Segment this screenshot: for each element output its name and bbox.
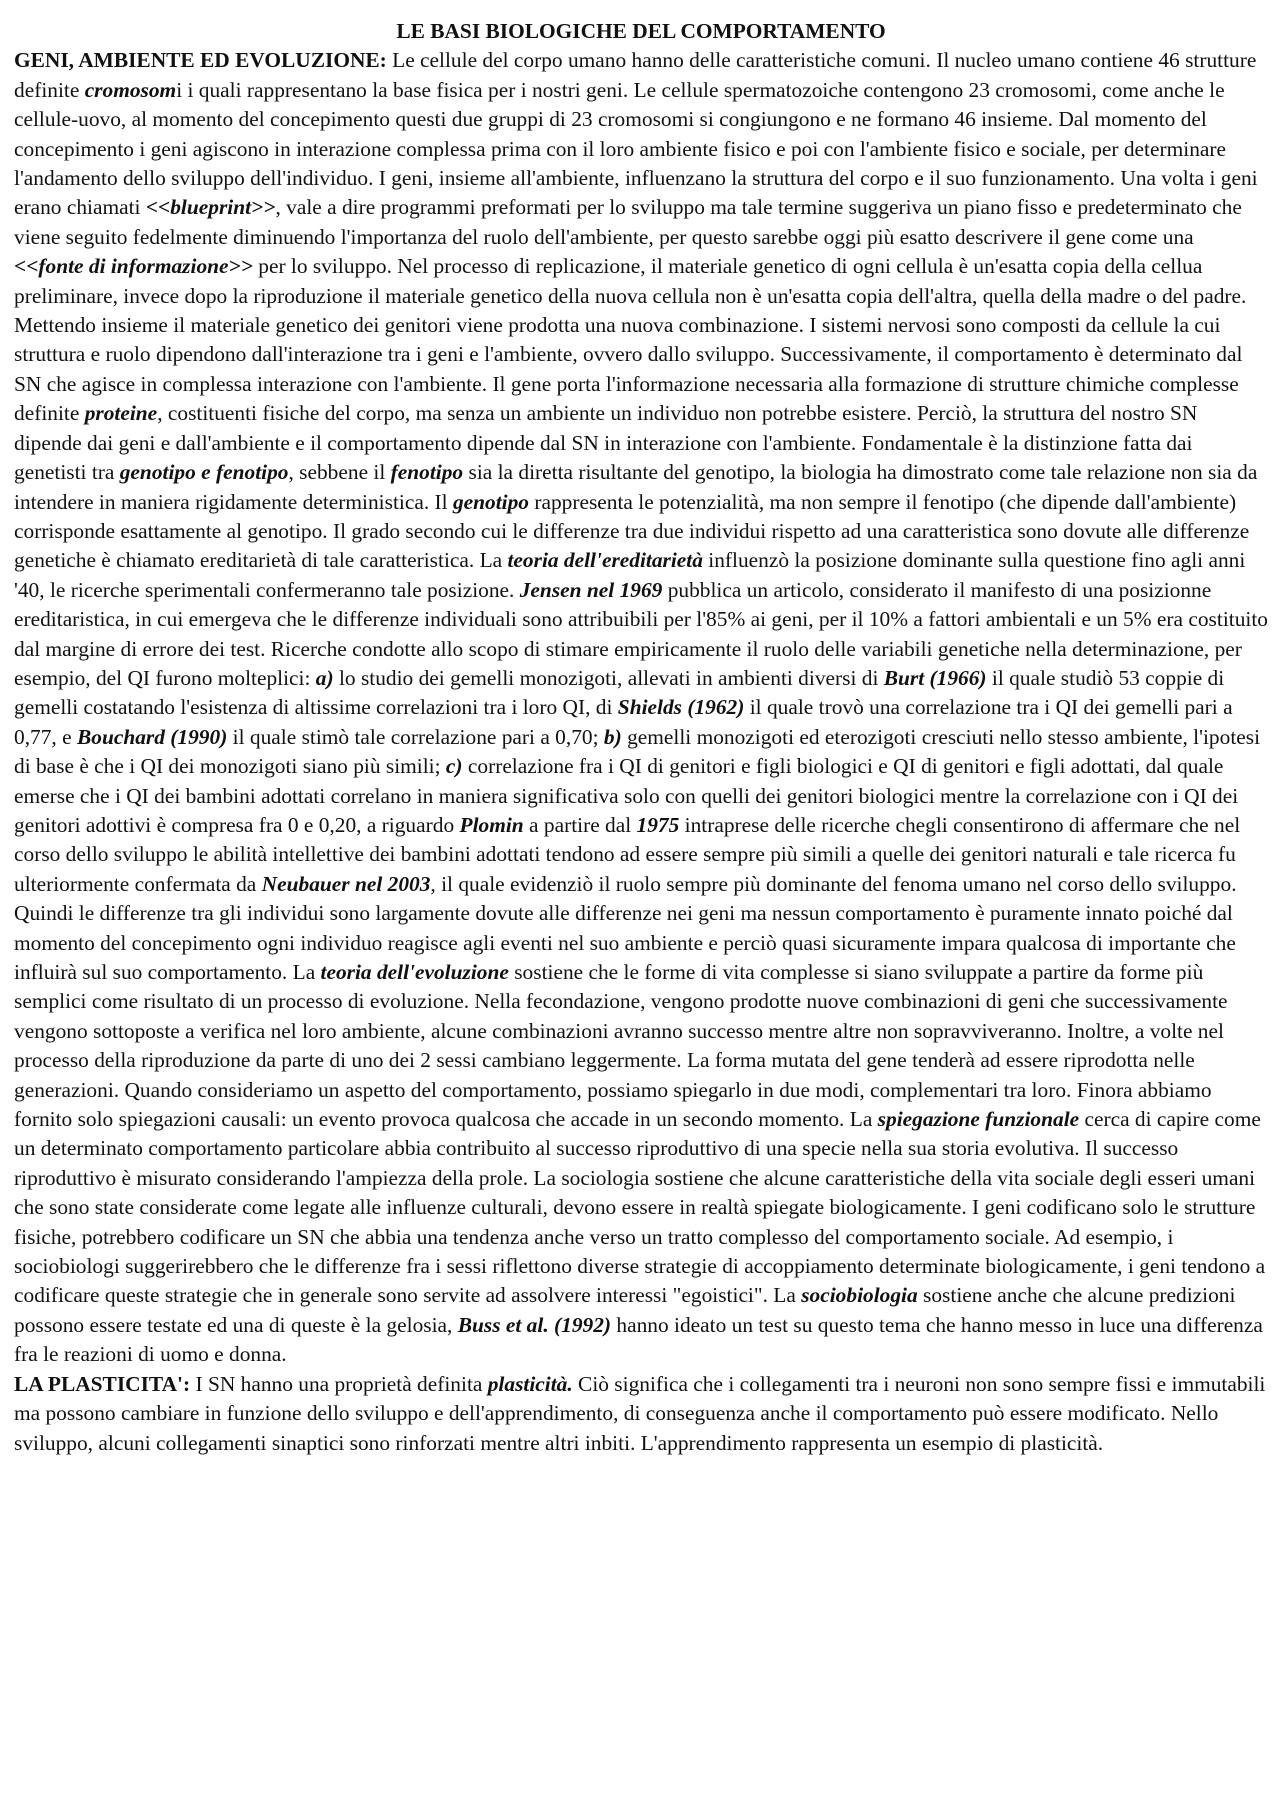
key-term: <<fonte di informazione>>	[14, 254, 253, 279]
body-text: Le cellule del corpo umano hanno delle caratteristiche comuni. Il nucleo umano contiene 46 strutture definite	[14, 48, 1257, 102]
key-term: fenotipo	[390, 460, 464, 485]
body-text: intraprese delle ricerche chegli consentirono di affermare che nel corso dello sviluppo le abilità intellettive dei bambini adottati tendono ad essere sempre più simili a quelle dei genitori naturali e tale ricerca fu ulteriormente confermata da	[14, 812, 1241, 896]
key-term: 1975	[636, 812, 680, 837]
body-text: per lo sviluppo. Nel processo di replicazione, il materiale genetico di ogni cellula è un'esatta copia della cellua preliminare, invece dopo la riproduzione il materiale genetico della nuova cellula non è un'esatta copia dell'altra, quella della madre o del padre. Mettendo insieme il materiale genetico dei genitori viene prodotta una nuova combinazione. I sistemi nervosi sono composti da cellule la cui struttura e ruolo dipendono dall'interazione tra i geni e l'ambiente, ovvero dallo sviluppo. Successivamente, il comportamento è determinato dal SN che agisce in complessa interazione con l'ambiente. Il gene porta l'informazione necessaria alla formazione di strutture chimiche complesse definite	[14, 254, 1247, 426]
body-text: hanno ideato un test su questo tema che hanno messo in luce una differenza fra le reazioni di uomo e donna.	[14, 1312, 1263, 1367]
key-term: Neubauer nel 2003	[261, 871, 431, 896]
key-term: Plomin	[459, 812, 524, 837]
key-term: c)	[445, 754, 463, 779]
key-term: genotipo e fenotipo	[119, 460, 289, 485]
body-text: correlazione fra i QI di genitori e figli biologici e QI di genitori e figli adottati, dal quale emerse che i QI dei bambini adottati correlano in maniera significativa solo con quelli dei genitori biologici mentre la correlazione con i QI dei genitori adottivi è compresa fra 0 e 0,20, a riguardo	[14, 754, 1239, 837]
body-text: gemelli monozigoti ed eterozigoti cresciuti nello stesso ambiente, l'ipotesi di base è che i QI dei monozigoti siano più simili;	[14, 724, 1261, 779]
key-term: teoria dell'ereditarietà	[507, 548, 703, 573]
body-text: il quale studiò 53 coppie di gemelli costatando l'esistenza di altissime correlazioni tra i loro QI, di	[14, 665, 1225, 720]
body-text: pubblica un articolo, considerato il manifesto di una posizionne ereditaristica, in cui emergeva che le differenze individuali sono attribuibili per l'85% ai geni, per il 10% a fattori ambientali e un 5% era costituito dal margine di errore dei test. Ricerche condotte allo scopo di stimare empiricamente il ruolo delle variabili genetiche nella determinazione, per esempio, del QI furono molteplici:	[14, 577, 1268, 690]
body-text: I SN hanno una proprietà definita	[190, 1371, 488, 1396]
key-term: cromosom	[84, 77, 177, 102]
body-text: rappresenta le potenzialità, ma non sempre il fenotipo (che dipende dall'ambiente) corrisponde esattamente al genotipo. Il grado secondo cui le differenze tra due individui rispetto ad una caratteristica sono dovute alle differenze genetiche è chiamato ereditarietà di tale caratteristica. La	[14, 489, 1250, 573]
body-text: cerca di capire come un determinato comportamento particolare abbia contribuito al successo riproduttivo di una specie nella sua storia evolutiva. Il successo riproduttivo è misurato considerando l'ampiezza della prole. La sociologia sostiene che alcune caratteristiche della vita sociale degli esseri umani che sono state considerate come legate alle influenze culturali, devono essere in realtà spiegate biologicamente. I geni codificano solo le strutture fisiche, potrebbero codificare un SN che abbia una tendenza anche verso un tratto complesso del comportamento sociale. Ad esempio, i sociobiologi suggerirebbero che le differenze fra i sessi riflettono diverse strategie di accoppiamento determinate biologicamente, i geni tendono a codificare queste strategie che in generale sono servite ad assolvere interessi "egoistici". La	[14, 1107, 1266, 1308]
body-text: lo studio dei gemelli monozigoti, allevati in ambienti diversi di	[333, 665, 884, 690]
key-term: teoria dell'evoluzione	[320, 960, 509, 984]
body-text: a partire dal	[523, 812, 637, 837]
document-body	[14, 46, 1268, 1458]
paragraph	[14, 46, 1268, 1369]
key-term: Shields (1962)	[617, 695, 745, 720]
key-term: b)	[603, 724, 622, 749]
body-text: influenzò la posizione dominante sulla questione fino agli anni '40, le ricerche sperimentali confermeranno tale posizione.	[14, 548, 1246, 602]
body-text: , vale a dire programmi preformati per lo sviluppo ma tale termine suggeriva un piano fisso e predeterminato che viene seguito fedelmente diminuendo l'importanza del ruolo dell'ambiente, per questo sarebbe oggi più esatto descrivere il gene come una	[14, 195, 1242, 249]
key-term: genotipo	[452, 489, 529, 514]
document-title: LE BASI BIOLOGICHE DEL COMPORTAMENTO	[396, 19, 886, 43]
section-heading: LA PLASTICITA':	[14, 1371, 191, 1396]
body-text: sostiene anche che alcune predizioni possono essere testate ed una di queste è la gelosia,	[14, 1283, 1236, 1337]
body-text: il quale trovò una correlazione tra i QI dei gemelli pari a 0,77, e	[14, 695, 1233, 749]
key-term: Buss et al. (1992)	[457, 1312, 612, 1337]
key-term: spiegazione funzionale	[877, 1107, 1080, 1132]
key-term: sociobiologia	[801, 1283, 918, 1308]
body-text: , il quale evidenziò il ruolo sempre più dominante del fenoma umano nel corso dello sviluppo. Quindi le differenze tra gli individui sono largamente dovute alle differenze nei geni ma nessun comportamento è puramente innato poiché dal momento del concepimento ogni individuo reagisce agli eventi nel suo ambiente e perciò quasi sicuramente impara qualcosa di importante che influirà sul suo comportamento. La	[14, 871, 1237, 984]
key-term: Jensen nel 1969	[519, 577, 663, 602]
section-heading: GENI, AMBIENTE ED EVOLUZIONE:	[14, 48, 387, 73]
paragraph	[14, 1370, 1268, 1458]
body-text: i i quali rappresentano la base fisica per i nostri geni. Le cellule spermatozoiche contengono 23 cromosomi, come anche le cellule-uovo, al momento del concepimento questi due gruppi di 23 cromosomi si congiungono e ne formano 46 insieme. Dal momento del concepimento i geni agiscono in interazione complessa prima con il loro ambiente fisico e poi con l'ambiente fisico e sociale, per determinare l'andamento dello sviluppo dell'individuo. I geni, insieme all'ambiente, influenzano la struttura del corpo e il suo funzionamento. Una volta i geni erano chiamati	[14, 77, 1258, 220]
document-page	[14, 17, 1268, 1458]
body-text: Ciò significa che i collegamenti tra i neuroni non sono sempre fissi e immutabili ma possono cambiare in funzione dello sviluppo e dell'apprendimento, di conseguenza anche il comportamento può essere modificato. Nello sviluppo, alcuni collegamenti sinaptici sono rinforzati mentre altri inbiti. L'apprendimento rappresenta un esempio di plasticità.	[14, 1371, 1266, 1455]
body-text: sia la diretta risultante del genotipo, la biologia ha dimostrato come tale relazione non sia da intendere in maniera rigidamente deterministica. Il	[14, 460, 1258, 514]
key-term: proteine	[84, 401, 158, 426]
key-term: plasticità.	[487, 1371, 573, 1396]
body-text: il quale stimò tale correlazione pari a 0,70;	[227, 724, 604, 749]
key-term: a)	[315, 665, 334, 690]
body-text: , costituenti fisiche del corpo, ma senza un ambiente un individuo non potrebbe esistere. Perciò, la struttura del nostro SN dipende dai geni e dall'ambiente e il comportamento dipende dal SN in interazione con l'ambiente. Fondamentale è la distinzione fatta dai genetisti tra	[14, 401, 1198, 485]
key-term: Bouchard (1990)	[76, 724, 228, 749]
key-term: Burt (1966)	[883, 665, 987, 690]
body-text: sostiene che le forme di vita complesse si siano sviluppate a partire da forme più semplici come risultato di un processo di evoluzione. Nella fecondazione, vengono prodotte nuove combinazioni di geni che successivamente vengono sottoposte a verifica nel loro ambiente, alcune combinazioni avranno successo mentre altre non sopravviveranno. Inoltre, a volte nel processo della riproduzione da parte di uno dei 2 sessi cambiano leggermente. La forma mutata del gene tenderà ad essere riprodotta nelle generazioni. Quando consideriamo un aspetto del comportamento, possiamo spiegarlo in due modi, complementari tra loro. Finora abbiamo fornito solo spiegazioni causali: un evento provoca qualcosa che accade in un secondo momento. La	[14, 960, 1228, 1132]
body-text: , sebbene il	[288, 460, 391, 485]
key-term: <<blueprint>>	[145, 195, 276, 220]
